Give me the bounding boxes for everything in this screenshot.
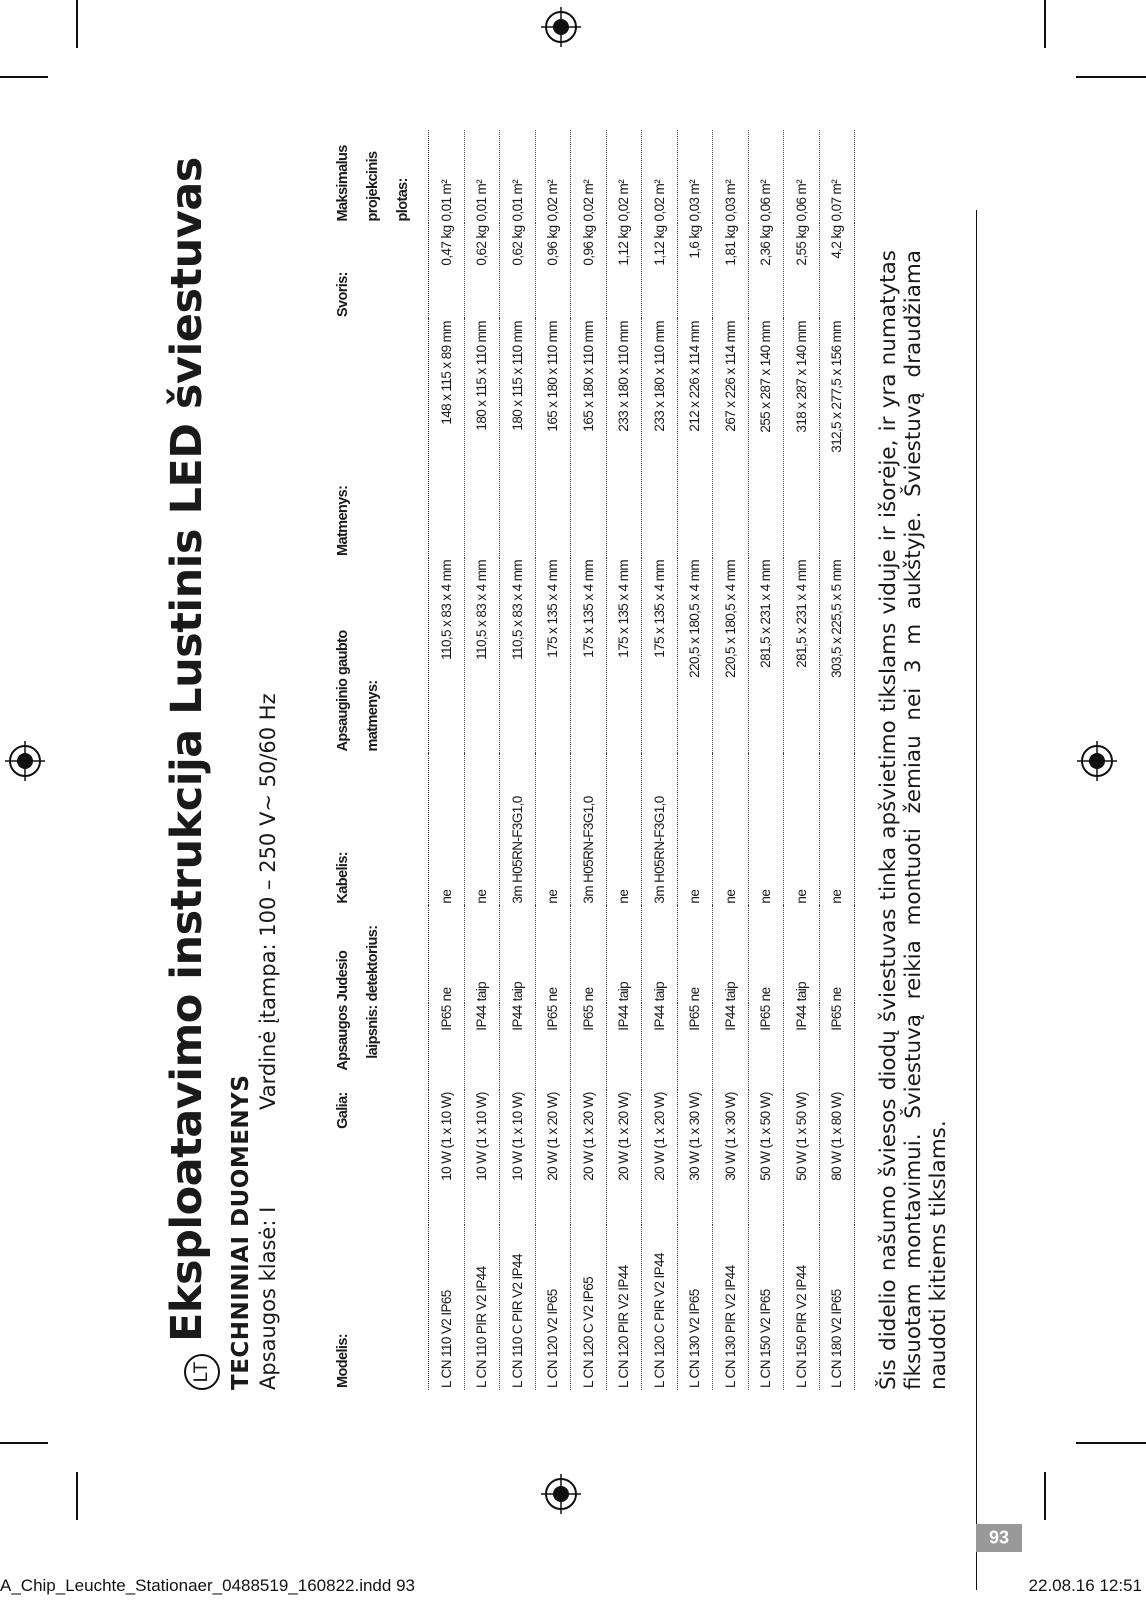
table-row	[642, 130, 678, 1390]
table-cell: 233 x 180 x 110 mm	[606, 319, 642, 558]
table-cell: 212 x 226 x 114 mm	[677, 319, 713, 558]
rated-voltage: Vardinė įtampa: 100 – 250 V~ 50/60 Hz	[256, 693, 280, 1110]
registration-mark-icon	[1077, 741, 1117, 781]
table-cell: 312,5 x 277,5 x 156 mm	[819, 319, 855, 558]
crop-mark	[76, 0, 78, 48]
description-paragraph: Šis didelio našumo šviesos diodų šviestuvas tinka apšvietimo tikslams viduje ir išorėje, ir yra numatytas fiksuotam montavimui. Šviestuvą reikia montuoti žemiau nei 3 m aukštyje. Šviestuvą draudžiama naudoti kitiems tikslams.	[876, 250, 951, 1390]
section-heading: TECHNINIAI DUOMENYS	[228, 1074, 254, 1390]
table-cell: 0,96 kg	[571, 223, 607, 319]
table-cell: 0,03 m²	[713, 130, 749, 223]
table-cell: 220,5 x 180,5 x 4 mm	[713, 558, 749, 754]
table-cell: 180 x 115 x 110 mm	[500, 319, 536, 558]
table-cell: IP44	[500, 1003, 536, 1090]
page-title: Eksploatavimo instrukcija Lustinis LED šviestuvas	[162, 157, 212, 1342]
table-cell: 0,02 m²	[535, 130, 571, 223]
table-cell: ne	[606, 754, 642, 906]
table-cell: 0,96 kg	[535, 223, 571, 319]
table-cell: 110,5 x 83 x 4 mm	[429, 558, 465, 754]
table-cell: ne	[677, 754, 713, 906]
table-cell: 20 W (1 x 20 W)	[535, 1090, 571, 1225]
table-header-row	[322, 130, 429, 1390]
table-cell: 2,55 kg	[784, 223, 820, 319]
table-cell: 110,5 x 83 x 4 mm	[500, 558, 536, 754]
registration-mark-icon	[541, 7, 581, 47]
table-row	[500, 130, 536, 1390]
table-cell: 0,02 m²	[642, 130, 678, 223]
table-cell: 0,47 kg	[429, 223, 465, 319]
table-cell: 165 x 180 x 110 mm	[571, 319, 607, 558]
crop-mark	[76, 1472, 78, 1520]
table-row	[677, 130, 713, 1390]
table-cell: taip	[606, 906, 642, 1004]
table-cell: 165 x 180 x 110 mm	[535, 319, 571, 558]
table-cell: ne	[535, 754, 571, 906]
table-cell: IP65	[535, 1003, 571, 1090]
language-badge: LT	[184, 1354, 220, 1390]
table-cell: L CN 130 PIR V2 IP44	[713, 1225, 749, 1390]
table-cell: 1,12 kg	[642, 223, 678, 319]
table-cell: L CN 130 V2 IP65	[677, 1225, 713, 1390]
table-cell: ne	[784, 754, 820, 906]
table-cell: taip	[500, 906, 536, 1004]
table-cell: 281,5 x 231 x 4 mm	[748, 558, 784, 754]
table-cell: 233 x 180 x 110 mm	[642, 319, 678, 558]
table-cell: 0,03 m²	[677, 130, 713, 223]
table-cell: IP44	[784, 1003, 820, 1090]
column-header: Galia:	[322, 1090, 429, 1225]
table-cell: 180 x 115 x 110 mm	[464, 319, 500, 558]
table-cell: 318 x 287 x 140 mm	[784, 319, 820, 558]
table-cell: IP65	[819, 1003, 855, 1090]
table-cell: L CN 120 C PIR V2 IP44	[642, 1225, 678, 1390]
table-cell: IP44	[464, 1003, 500, 1090]
table-cell: L CN 150 PIR V2 IP44	[784, 1225, 820, 1390]
table-cell: 3m H05RN-F3G1,0	[500, 754, 536, 906]
table-cell: IP44	[713, 1003, 749, 1090]
table-cell: ne	[748, 906, 784, 1004]
table-cell: 50 W (1 x 50 W)	[748, 1090, 784, 1225]
table-cell: taip	[713, 906, 749, 1004]
table-cell: L CN 110 C PIR V2 IP44	[500, 1225, 536, 1390]
table-cell: ne	[713, 754, 749, 906]
table-cell: ne	[748, 754, 784, 906]
footer-file-info: A_Chip_Leuchte_Stationaer_0488519_160822.indd 93	[0, 1576, 415, 1595]
table-cell: 3m H05RN-F3G1,0	[642, 754, 678, 906]
table-cell: 0,06 m²	[784, 130, 820, 223]
specs-table	[322, 130, 855, 1390]
column-header: Modelis:	[322, 1225, 429, 1390]
table-row	[713, 130, 749, 1390]
crop-mark	[1044, 1472, 1046, 1520]
table-cell: ne	[819, 754, 855, 906]
table-cell: 0,02 m²	[571, 130, 607, 223]
table-cell: 0,62 kg	[500, 223, 536, 319]
table-row	[429, 130, 465, 1390]
table-cell: L CN 120 V2 IP65	[535, 1225, 571, 1390]
crop-mark	[1076, 1442, 1146, 1444]
table-cell: ne	[571, 906, 607, 1004]
table-cell: 10 W (1 x 10 W)	[500, 1090, 536, 1225]
table-cell: 20 W (1 x 20 W)	[642, 1090, 678, 1225]
table-row	[748, 130, 784, 1390]
table-row	[535, 130, 571, 1390]
table-cell: 0,02 m²	[606, 130, 642, 223]
table-cell: 175 x 135 x 4 mm	[642, 558, 678, 754]
crop-mark	[1076, 76, 1146, 78]
table-row	[464, 130, 500, 1390]
crop-mark	[0, 1442, 48, 1444]
column-header: Matmenys:	[322, 319, 429, 558]
table-cell: 0,06 m²	[748, 130, 784, 223]
table-cell: 255 x 287 x 140 mm	[748, 319, 784, 558]
table-cell: 3m H05RN-F3G1,0	[571, 754, 607, 906]
table-cell: 0,01 m²	[429, 130, 465, 223]
crop-mark	[1044, 0, 1046, 48]
table-cell: 20 W (1 x 20 W)	[606, 1090, 642, 1225]
table-cell: IP44	[606, 1003, 642, 1090]
table-cell: L CN 110 PIR V2 IP44	[464, 1225, 500, 1390]
table-cell: ne	[429, 906, 465, 1004]
table-cell: 148 x 115 x 89 mm	[429, 319, 465, 558]
tech-info-line	[256, 693, 280, 1390]
column-header: Apsauginio gaubto matmenys:	[322, 558, 429, 754]
table-cell: 281,5 x 231 x 4 mm	[784, 558, 820, 754]
table-cell: 267 x 226 x 114 mm	[713, 319, 749, 558]
table-cell: IP65	[571, 1003, 607, 1090]
table-cell: 1,12 kg	[606, 223, 642, 319]
table-cell: 175 x 135 x 4 mm	[606, 558, 642, 754]
column-header: Judesio detektorius:	[322, 906, 429, 1004]
table-cell: 1,6 kg	[677, 223, 713, 319]
table-cell: 10 W (1 x 10 W)	[464, 1090, 500, 1225]
page-number-badge	[976, 1524, 1022, 1552]
table-cell: ne	[819, 906, 855, 1004]
column-header: Kabelis:	[322, 754, 429, 906]
column-header: Apsaugos laipsnis:	[322, 1003, 429, 1090]
table-row	[571, 130, 607, 1390]
column-header: Maksimalus projekcinis plotas:	[322, 130, 429, 223]
table-cell: 80 W (1 x 80 W)	[819, 1090, 855, 1225]
rotated-page-content	[150, 110, 1020, 1548]
table-cell: IP65	[677, 1003, 713, 1090]
table-cell: IP44	[642, 1003, 678, 1090]
table-cell: ne	[677, 906, 713, 1004]
table-cell: 1,81 kg	[713, 223, 749, 319]
table-cell: L CN 150 V2 IP65	[748, 1225, 784, 1390]
registration-mark-icon	[541, 1474, 581, 1514]
table-cell: ne	[464, 754, 500, 906]
table-row	[784, 130, 820, 1390]
specs-table-body	[429, 130, 855, 1390]
table-cell: 175 x 135 x 4 mm	[535, 558, 571, 754]
table-cell: 303,5 x 225,5 x 5 mm	[819, 558, 855, 754]
table-cell: 0,01 m²	[500, 130, 536, 223]
table-cell: 0,62 kg	[464, 223, 500, 319]
page-number: 93	[988, 1527, 1010, 1548]
column-header: Svoris:	[322, 223, 429, 319]
table-cell: ne	[535, 906, 571, 1004]
table-cell: ne	[429, 754, 465, 906]
registration-mark-icon	[5, 741, 45, 781]
footer-datetime: 22.08.16 12:51	[1028, 1576, 1142, 1595]
protection-class: Apsaugos klasė: I	[256, 1206, 280, 1390]
table-cell: L CN 180 V2 IP65	[819, 1225, 855, 1390]
table-cell: 20 W (1 x 20 W)	[571, 1090, 607, 1225]
table-row	[606, 130, 642, 1390]
table-cell: 30 W (1 x 30 W)	[677, 1090, 713, 1225]
table-cell: taip	[784, 906, 820, 1004]
table-cell: 30 W (1 x 30 W)	[713, 1090, 749, 1225]
crop-mark	[0, 76, 48, 78]
table-cell: 220,5 x 180,5 x 4 mm	[677, 558, 713, 754]
table-cell: taip	[642, 906, 678, 1004]
table-cell: 50 W (1 x 50 W)	[784, 1090, 820, 1225]
table-cell: 2,36 kg	[748, 223, 784, 319]
table-cell: IP65	[748, 1003, 784, 1090]
table-cell: L CN 110 V2 IP65	[429, 1225, 465, 1390]
table-cell: taip	[464, 906, 500, 1004]
table-cell: L CN 120 C V2 IP65	[571, 1225, 607, 1390]
table-cell: 0,07 m²	[819, 130, 855, 223]
table-cell: 110,5 x 83 x 4 mm	[464, 558, 500, 754]
table-cell: L CN 120 PIR V2 IP44	[606, 1225, 642, 1390]
table-cell: 0,01 m²	[464, 130, 500, 223]
table-cell: 10 W (1 x 10 W)	[429, 1090, 465, 1225]
table-cell: IP65	[429, 1003, 465, 1090]
page-rule	[976, 210, 977, 1590]
table-cell: 4,2 kg	[819, 223, 855, 319]
table-cell: 175 x 135 x 4 mm	[571, 558, 607, 754]
table-row	[819, 130, 855, 1390]
